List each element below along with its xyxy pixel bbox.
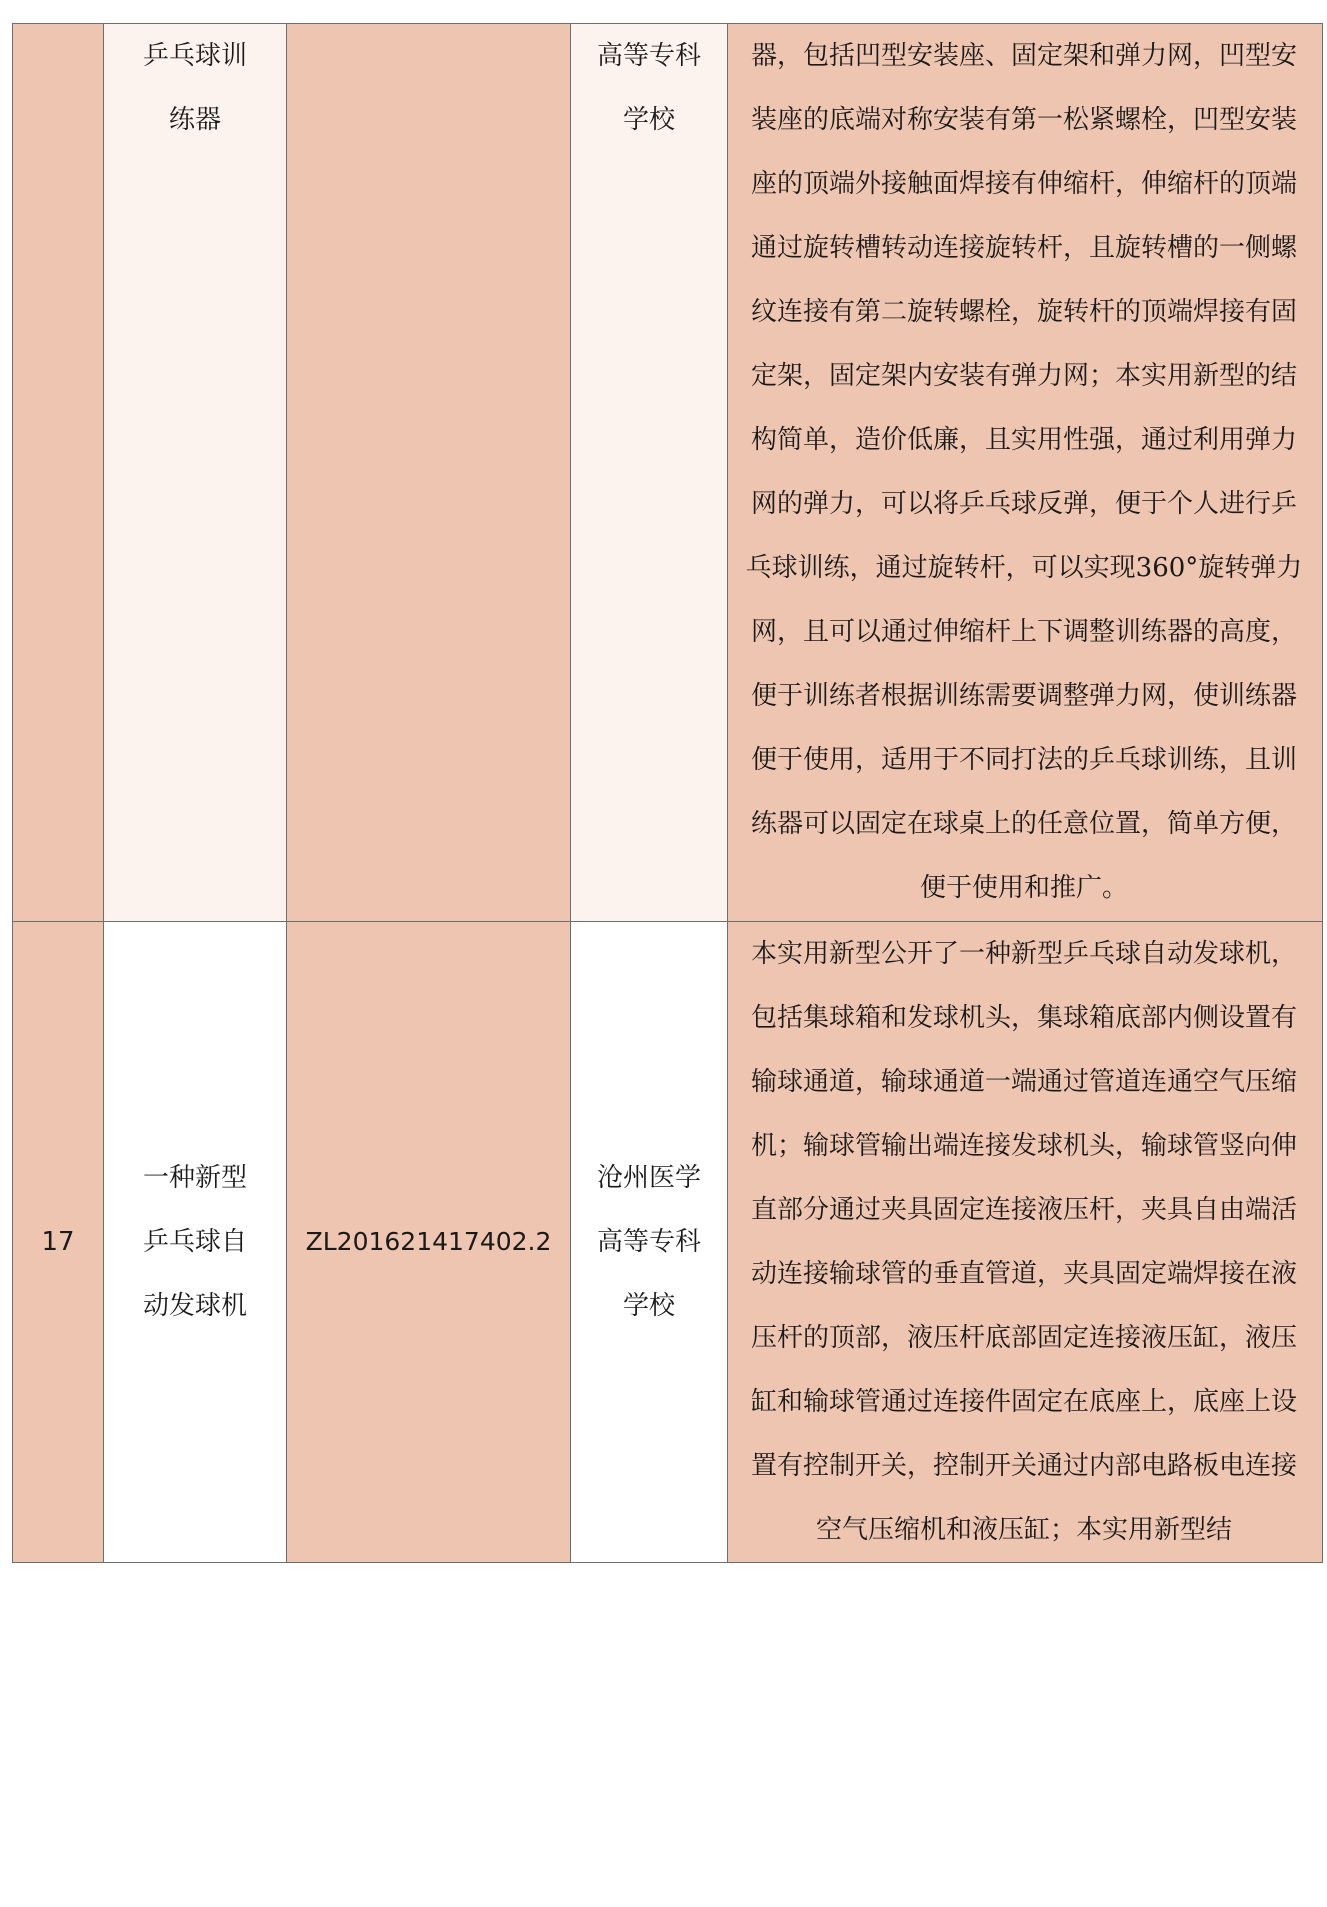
table-row bbox=[13, 922, 1323, 1563]
table-row bbox=[13, 24, 1323, 922]
row-number-cell bbox=[13, 24, 104, 922]
patent-owner-line: 学校 bbox=[622, 1291, 675, 1321]
patent-description: 本实用新型公开了一种新型乒乓球自动发球机，包括集球箱和发球机头，集球箱底部内侧设置有输球通道，输球通道一端通过管道连通空气压缩机；输球管输出端连接发球机头，输球管竖向伸直部分通过夹具固定连接液压杆，夹具自由端活动连接输球管的垂直管道，夹具固定端焊接在液压杆的顶部，液压杆底部固定连接液压缸，液压缸和输球管通过连接件固定在底座上，底座上设置有控制开关，控制开关通过内部电路板电连接空气压缩机和液压缸；本实用新型结 bbox=[750, 939, 1297, 1545]
patent-name-line: 乒乓球训 bbox=[142, 41, 247, 71]
patent-name-cell bbox=[104, 922, 287, 1563]
patent-name-cell bbox=[104, 24, 287, 922]
patent-name-line: 动发球机 bbox=[142, 1291, 247, 1321]
patent-owner-line: 学校 bbox=[622, 105, 675, 135]
row-number: 17 bbox=[41, 1227, 75, 1257]
patent-number: ZL201621417402.2 bbox=[305, 1227, 552, 1256]
patent-owner-line: 高等专科 bbox=[596, 41, 701, 71]
patent-description: 器，包括凹型安装座、固定架和弹力网，凹型安装座的底端对称安装有第一松紧螺栓，凹型安装座的顶端外接触面焊接有伸缩杆，伸缩杆的顶端通过旋转槽转动连接旋转杆，且旋转槽的一侧螺纹连接有第二旋转螺栓，旋转杆的顶端焊接有固定架，固定架内安装有弹力网；本实用新型的结构简单，造价低廉，且实用性强，通过利用弹力网的弹力，可以将乒乓球反弹，便于个人进行乒乓球训练，通过旋转杆，可以实现360°旋转弹力网，且可以通过伸缩杆上下调整训练器的高度，便于训练者根据训练需要调整弹力网，使训练器便于使用，适用于不同打法的乒乓球训练，且训练器可以固定在球桌上的任意位置，简单方便，便于使用和推广。 bbox=[745, 41, 1303, 903]
patent-description-cell bbox=[728, 24, 1323, 922]
patent-owner-cell bbox=[571, 922, 728, 1563]
patent-table bbox=[12, 23, 1323, 1563]
patent-owner-line: 高等专科 bbox=[596, 1227, 701, 1257]
patent-owner-line: 沧州医学 bbox=[596, 1163, 701, 1193]
patent-name-line: 一种新型 bbox=[142, 1163, 247, 1193]
row-number-cell bbox=[13, 922, 104, 1563]
patent-name-line: 乒乓球自 bbox=[142, 1227, 247, 1257]
patent-owner-cell bbox=[571, 24, 728, 922]
patent-description-cell bbox=[728, 922, 1323, 1563]
patent-number-cell bbox=[287, 24, 571, 922]
patent-number-cell bbox=[287, 922, 571, 1563]
patent-name-line: 练器 bbox=[168, 105, 221, 135]
